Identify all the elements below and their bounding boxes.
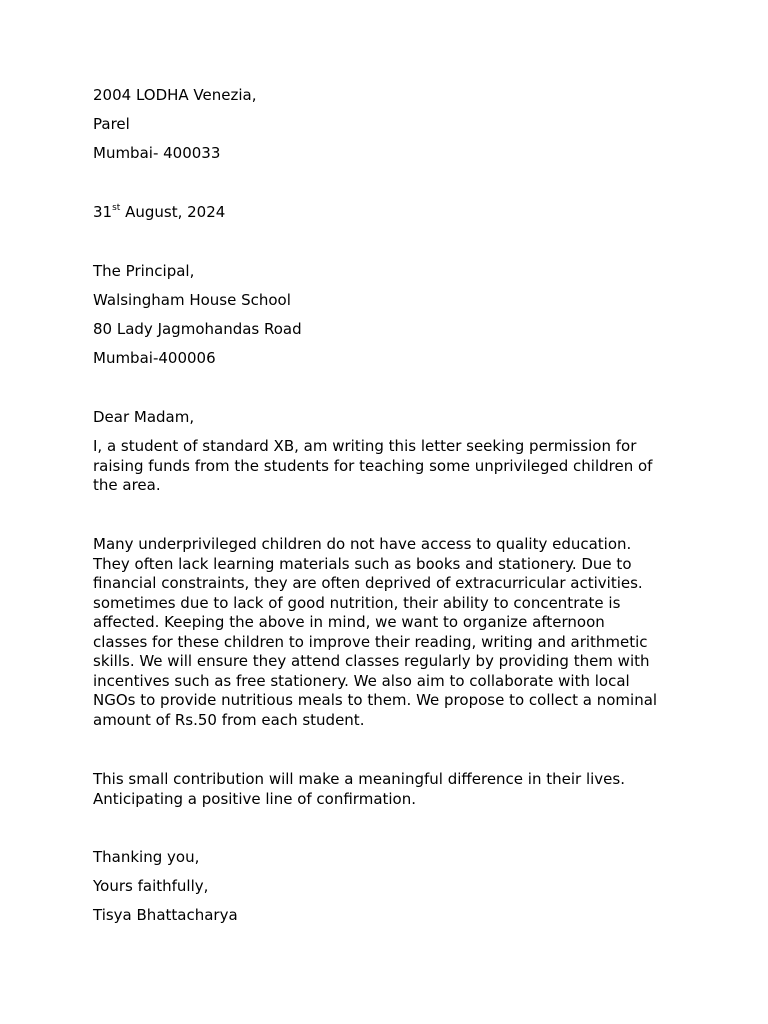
closing-line: This small contribution will make a meaningful difference in their lives. [93,770,625,788]
salutation: Dear Madam, [93,408,195,426]
valediction: Yours faithfully, [93,877,209,895]
signatory-name: Tisya Bhattacharya [93,906,238,924]
recipient-line-3: 80 Lady Jagmohandas Road [93,320,302,338]
body-line: incentives such as free stationery. We also aim to collaborate with local [93,671,630,690]
sender-address-line-2: Parel [93,115,130,133]
intro-line: raising funds from the students for teaching some unprivileged children of [93,456,653,475]
body-line: classes for these children to improve their reading, writing and arithmetic [93,632,648,651]
intro-line: I, a student of standard XB, am writing this letter seeking permission for [93,437,637,455]
closing-paragraph [93,770,683,809]
body-paragraph [93,535,683,730]
body-line: Many underprivileged children do not have access to quality education. [93,535,632,553]
date-month-year: August, 2024 [120,203,226,221]
letter-date [93,203,225,223]
sender-address-line-3: Mumbai- 400033 [93,144,221,162]
recipient-line-4: Mumbai-400006 [93,349,216,367]
body-line: sometimes due to lack of good nutrition, their ability to concentrate is [93,593,621,612]
date-day: 31 [93,203,113,221]
intro-line: the area. [93,476,161,494]
recipient-line-1: The Principal, [93,262,195,280]
date-day-suffix: st [112,203,121,213]
body-line: financial constraints, they are often deprived of extracurricular activities. [93,574,643,592]
body-line: amount of Rs.50 from each student. [93,710,365,729]
body-line: affected. Keeping the above in mind, we want to organize afternoon [93,613,605,631]
intro-paragraph [93,437,683,496]
body-line: They often lack learning materials such as books and stationery. Due to [93,554,632,573]
body-line: skills. We will ensure they attend classes regularly by providing them with [93,652,650,670]
sender-address-line-1: 2004 LODHA Venezia, [93,86,257,104]
body-line: NGOs to provide nutritious meals to them. We propose to collect a nominal [93,691,658,709]
closing-line: Anticipating a positive line of confirmation. [93,789,417,808]
recipient-line-2: Walsingham House School [93,291,291,309]
thanking-line: Thanking you, [93,848,200,866]
